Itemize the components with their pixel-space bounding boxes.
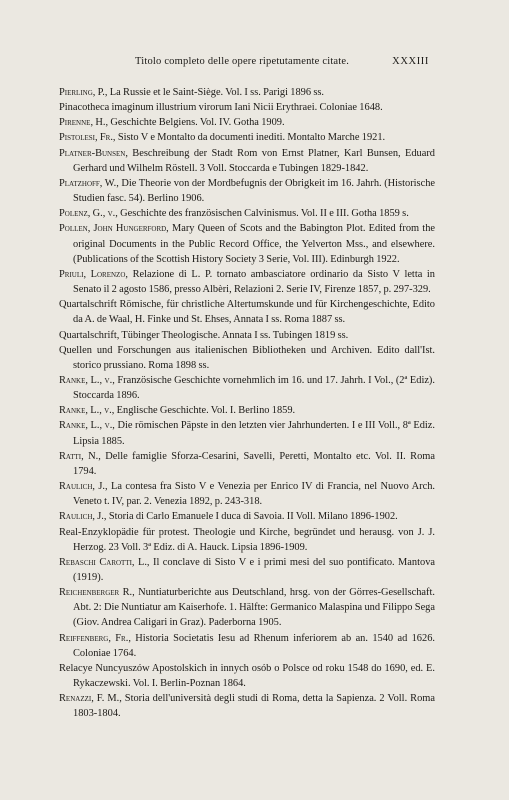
entry-author: Raulich, J., — [59, 481, 108, 493]
entry-text: Nuntiaturberichte aus Deutschland, hrsg. von der Görres-Gesellschaft. Abt. 2: Die Nuntiatur am Kaiserhofe. 1. Hälfte: Germanico Malaspina und Filippo Sega (Giov. Andrea Caligari in Graz). Paderborna 1905. — [73, 587, 435, 629]
entry-text: Geschichte Belgiens. Vol. IV. Gotha 1909. — [108, 117, 285, 129]
entry-text: Quartalschrift Römische, für christliche Altertumskunde und für Kirchengeschichte, Edito da A. de Waal, H. Finke und St. Ehses, Annata I ss. Roma 1887 ss. — [59, 299, 435, 326]
bibliography-entry — [59, 373, 435, 403]
bibliography-entry — [59, 328, 435, 343]
bibliography-entry — [59, 130, 435, 145]
entry-text: Beschreibung der Stadt Rom von Ernst Platner, Karl Bunsen, Eduard Gerhard und Wilhelm Röstell. 3 Voll. Stoccarda e Tubingen 1829-1842. — [73, 147, 435, 174]
entry-text: Delle famiglie Sforza-Cesarini, Savelli, Peretti, Montalto etc. Vol. II. Roma 1794. — [73, 450, 435, 477]
bibliography-entry — [59, 418, 435, 448]
bibliography-entry — [59, 115, 435, 130]
bibliography-entry — [59, 449, 435, 479]
entry-author: Pirenne, H., — [59, 117, 109, 129]
bibliography-entry — [59, 297, 435, 327]
entry-author: Reichenberger R., — [59, 587, 135, 599]
entry-text: Real-Enzyklopädie für protest. Theologie und Kirche, begründet und herausg. von J. J. Herzog. 23 Voll. 3ª Ediz. di A. Hauck. Lipsia 1896-1909. — [59, 526, 435, 553]
entry-author: Platzhoff, W., — [59, 177, 119, 189]
entry-text: La contesa fra Sisto V e Venezia per Enrico IV di Francia, nel Nuovo Arch. Veneto t. IV, par. 2. Venezia 1892, p. 243-318. — [73, 481, 435, 508]
bibliography-entry — [59, 206, 435, 221]
entry-text: Storia di Carlo Emanuele I duca di Savoia. II Voll. Milano 1896-1902. — [106, 511, 398, 523]
entry-text: Storia dell'università degli studi di Roma, detta la Sapienza. 2 Voll. Roma 1803-1804. — [73, 693, 435, 720]
entry-author: Ranke, L., v., — [59, 405, 115, 417]
bibliography-entry — [59, 146, 435, 176]
bibliography-entry — [59, 555, 435, 585]
bibliography-entry — [59, 691, 435, 721]
entry-text: Relacye Nuncyuszów Apostolskich in innych osób o Polsce od roku 1548 do 1690, ed. E. Rykaczewski. Vol. I. Berlin-Poznan 1864. — [59, 662, 435, 690]
bibliography-entry — [59, 85, 435, 100]
entry-author: Pierling, P., — [59, 87, 108, 98]
entry-text: Historia Societatis Iesu ad Rhenum inferiorem ab an. 1540 ad 1626. Coloniae 1764. — [73, 632, 435, 659]
running-title: Titolo completo delle opere ripetutamente citate. — [135, 56, 350, 67]
entry-text: Die Theorie von der Mordbefugnis der Obrigkeit im 16. Jahrh. (Historische Studien fasc. 54). Berlino 1906. — [73, 177, 435, 205]
entry-author: Rebaschi Carotti, L., — [59, 556, 150, 568]
entry-author: Ratti, N., — [59, 450, 101, 462]
bibliography-entry — [59, 585, 435, 630]
entry-author: Platner-Bunsen, — [59, 147, 128, 159]
running-header — [135, 56, 429, 70]
bibliography-entry — [59, 631, 435, 661]
entry-author: Raulich, J., — [59, 511, 107, 523]
bibliography-entry — [59, 661, 435, 691]
entry-text: Sisto V e Montalto da documenti inediti. Montalto Marche 1921. — [115, 132, 386, 144]
entry-text: La Russie et le Saint-Siège. Vol. I ss. Parigi 1896 ss. — [107, 87, 325, 98]
entry-author: Renazzi, F. M., — [59, 693, 122, 705]
page-number: XXXIII — [392, 56, 429, 67]
entry-text: Pinacotheca imaginum illustrium virorum Iani Nicii Erythraei. Coloniae 1648. — [59, 102, 383, 114]
bibliography-entry — [59, 100, 435, 115]
entry-author: Pollen, John Hungerford, — [59, 223, 169, 235]
entry-text: Quartalschrift, Tübinger Theologische. Annata I ss. Tubingen 1819 ss. — [59, 329, 349, 341]
entry-text: Geschichte des französischen Calvinismus. Vol. II e III. Gotha 1859 s. — [117, 208, 409, 220]
entry-author: Pistolesi, Fr., — [59, 132, 116, 144]
bibliography-entry — [59, 525, 435, 555]
entry-text: Il conclave di Sisto V e i primi mesi del suo pontificato. Mantova (1919). — [73, 556, 435, 583]
entry-author: Priuli, Lorenzo, — [59, 268, 128, 280]
entry-author: Polenz, G., v., — [59, 208, 118, 220]
entry-text: Relazione di L. P. tornato ambasciatore ordinario da Sisto V letta in Senato il 2 agosto 1586, presso Albèri, Relazioni 2. Serie IV, Firenze 1857, p. 297-329. — [73, 268, 436, 296]
bibliography-list — [59, 85, 435, 722]
bibliography-entry — [59, 267, 435, 297]
entry-text: Mary Queen of Scots and the Babington Plot. Edited from the original Documents in the Public Record Office, the Yelverton Mss., and elsewhere. (Publications of the Scottish History Society 3 Serie, Vol. III). Edinburgh 1922. — [73, 223, 436, 265]
bibliography-entry — [59, 343, 435, 373]
entry-author: Reiffenberg, Fr., — [59, 632, 131, 644]
bibliography-entry — [59, 176, 435, 206]
bibliography-entry — [59, 479, 435, 509]
entry-author: Ranke, L., v., — [59, 374, 115, 386]
entry-author: Ranke, L., v., — [59, 420, 115, 432]
entry-text: Englische Geschichte. Vol. I. Berlino 1859. — [114, 405, 296, 417]
bibliography-entry — [59, 403, 435, 418]
entry-text: Die römischen Päpste in den letzten vier Jahrhunderten. I e III Voll., 8ª Ediz. Lipsia 1885. — [73, 420, 435, 447]
entry-text: Französische Geschichte vornehmlich im 16. und 17. Jahrh. I Vol., (2ª Ediz). Stoccarda 1896. — [73, 374, 435, 402]
bibliography-entry — [59, 221, 435, 266]
entry-text: Quellen und Forschungen aus italienischen Bibliotheken und Archiven. Edito dall'Ist. storico prussiano. Roma 1898 ss. — [59, 344, 435, 371]
bibliography-entry — [59, 509, 435, 524]
